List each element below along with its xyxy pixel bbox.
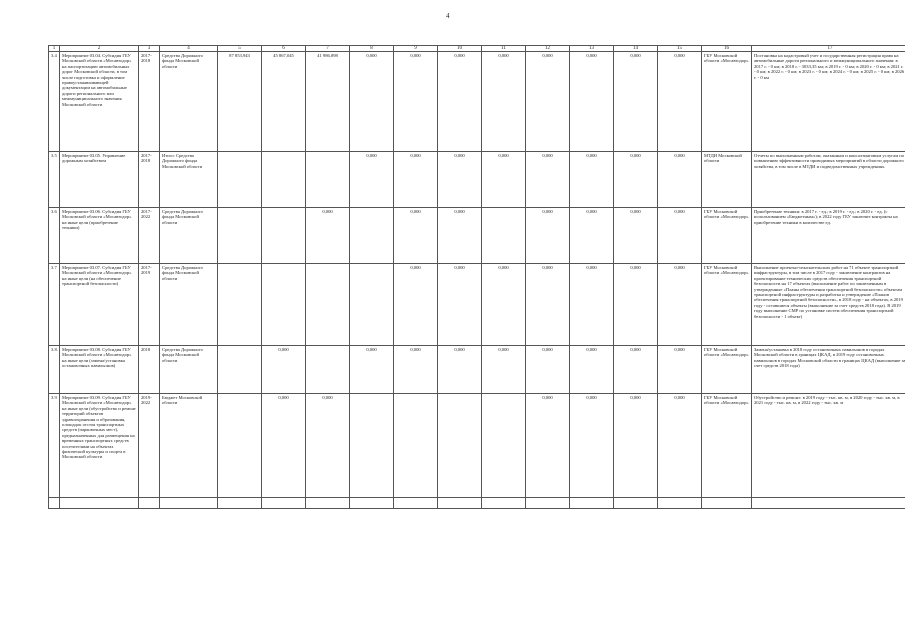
executor: ГБУ Московской области «Мосавтодор» [702, 208, 752, 264]
empty-cell [60, 498, 139, 509]
amount-cell [350, 208, 394, 264]
executor: ГБУ Московской области «Мосавтодор» [702, 264, 752, 346]
result: Отчеты по выполненным работам, оказанным и консалтинговым услугам по повышению эффективности проводимых мероприятий в области дорожного хозяйства, в том числе в МТДИ и подведомственных учреждениях. [752, 152, 905, 208]
amount-cell: 0,000 [394, 346, 438, 394]
amount-cell: 0,000 [614, 394, 658, 498]
result: Обустройство и ремонт: в 2019 году - тыс. кв. м, в 2020 году - тыс. кв. м, в 2021 году - тыс. кв. м, в 2022 году - тыс. кв. м [752, 394, 905, 498]
table-row [49, 52, 905, 152]
table-row [49, 152, 905, 208]
amount-cell: 0,000 [570, 52, 614, 152]
amount-cell: 0,000 [526, 52, 570, 152]
amount-cell [218, 208, 262, 264]
column-number-1: 1 [49, 46, 60, 52]
column-number-10: 10 [438, 46, 482, 52]
empty-cell [614, 498, 658, 509]
amount-cell: 0,000 [570, 152, 614, 208]
column-number-5: 5 [218, 46, 262, 52]
column-number-12: 12 [526, 46, 570, 52]
amount-cell [438, 394, 482, 498]
amount-cell: 0,000 [438, 52, 482, 152]
amount-cell [262, 208, 306, 264]
amount-cell: 0,000 [438, 264, 482, 346]
empty-cell [702, 498, 752, 509]
result: Приобретение техники: в 2017 г. - ед.; в 2019 г. - ед.; в 2020 г. - ед. (с использованием «Бюджетным»); в 2022 году ГБУ заключит контракты на приобретение техники в количестве ед. [752, 208, 905, 264]
executor: МТДИ Московской области [702, 152, 752, 208]
row-number: 3.5 [49, 152, 60, 208]
period: 2017-2022 [139, 208, 160, 264]
amount-cell: 0,000 [614, 264, 658, 346]
executor: ГБУ Московской области «Мосавтодор» [702, 394, 752, 498]
program-measures-table [48, 45, 905, 509]
amount-cell: 0,000 [526, 394, 570, 498]
column-number-17: 17 [752, 46, 905, 52]
amount-cell [306, 152, 350, 208]
amount-cell: 0,000 [526, 152, 570, 208]
amount-cell: 0,000 [658, 208, 702, 264]
result: Замена/установка в 2018 году остановочных павильонов в городах Московской области в границах ЦКАД, в 2019 году остановочных павильонов в городах Московской области в границах ЦКАД (выполнение за счет средств 2018 года) [752, 346, 905, 394]
amount-cell: 0,000 [570, 346, 614, 394]
amount-cell: 0,000 [570, 394, 614, 498]
table-row [49, 394, 905, 498]
amount-cell: 0,000 [438, 208, 482, 264]
amount-cell: 41 986,898 [306, 52, 350, 152]
table-row [49, 346, 905, 394]
funding-source: Средства Дорожного фонда Московской области [160, 208, 218, 264]
empty-cell [526, 498, 570, 509]
column-number-4: 4 [160, 46, 218, 52]
amount-cell [394, 394, 438, 498]
empty-cell [570, 498, 614, 509]
empty-cell [262, 498, 306, 509]
amount-cell: 0,000 [658, 264, 702, 346]
amount-cell: 0,000 [526, 346, 570, 394]
funding-source: Средства Дорожного фонда Московской области [160, 52, 218, 152]
amount-cell: 0,000 [658, 52, 702, 152]
amount-cell: 0,000 [350, 52, 394, 152]
period: 2018 [139, 346, 160, 394]
amount-cell [306, 346, 350, 394]
executor: ГБУ Московской области «Мосавтодор» [702, 52, 752, 152]
amount-cell [350, 394, 394, 498]
amount-cell: 0,000 [614, 208, 658, 264]
page-number: 4 [446, 12, 450, 20]
column-number-8: 8 [350, 46, 394, 52]
period: 2019-2022 [139, 394, 160, 498]
table-row [49, 264, 905, 346]
empty-row [49, 498, 905, 509]
amount-cell [262, 264, 306, 346]
column-number-2: 2 [60, 46, 139, 52]
amount-cell: 0,000 [658, 152, 702, 208]
empty-cell [306, 498, 350, 509]
empty-cell [49, 498, 60, 509]
amount-cell [218, 264, 262, 346]
period: 2017-2019 [139, 264, 160, 346]
amount-cell: 0,000 [394, 152, 438, 208]
amount-cell: 0,000 [438, 152, 482, 208]
funding-source: Бюджет Московской области [160, 394, 218, 498]
amount-cell: 0,000 [570, 264, 614, 346]
funding-source: Итого: Средства Дорожного фонда Московской области [160, 152, 218, 208]
empty-cell [438, 498, 482, 509]
amount-cell [482, 208, 526, 264]
amount-cell: 0,000 [614, 346, 658, 394]
amount-cell: 0,000 [570, 208, 614, 264]
amount-cell: 0,000 [394, 264, 438, 346]
amount-cell [350, 264, 394, 346]
column-number-15: 15 [658, 46, 702, 52]
amount-cell: 0,000 [482, 264, 526, 346]
amount-cell: 0,000 [262, 394, 306, 498]
amount-cell: 0,000 [394, 208, 438, 264]
empty-cell [482, 498, 526, 509]
column-number-3: 3 [139, 46, 160, 52]
period: 2017-2018 [139, 52, 160, 152]
empty-cell [350, 498, 394, 509]
amount-cell: 0,000 [482, 52, 526, 152]
amount-cell [482, 394, 526, 498]
amount-cell: 0,000 [350, 346, 394, 394]
amount-cell: 0,000 [658, 346, 702, 394]
empty-cell [160, 498, 218, 509]
column-number-9: 9 [394, 46, 438, 52]
empty-cell [752, 498, 905, 509]
amount-cell: 0,000 [306, 394, 350, 498]
measure-name: Мероприятие 03.08. Субсидия ГБУ Московской области «Мосавтодор» на иные цели (замена/установка остановочных павильонов) [60, 346, 139, 394]
amount-cell: 0,000 [482, 346, 526, 394]
executor: ГБУ Московской области «Мосавтодор» [702, 346, 752, 394]
amount-cell: 0,000 [526, 208, 570, 264]
measure-name: Мероприятие 03.09. Субсидия ГБУ Московской области «Мосавтодор» на иные цели (обустройство и ремонт территорий объектов здравоохранения и образования, площадок отстоя транспортных средств (парковочных мест), предназначенных для размещения на временных транспортных средств посетителями на объектах физической культуры и спорта в Московской области [60, 394, 139, 498]
amount-cell [306, 264, 350, 346]
empty-cell [658, 498, 702, 509]
empty-cell [218, 498, 262, 509]
funding-source: Средства Дорожного фонда Московской области [160, 264, 218, 346]
measure-name: Мероприятие 03.06. Субсидия ГБУ Московской области «Мосавтодор» на иные цели (приобретение техники) [60, 208, 139, 264]
amount-cell: 0,000 [262, 346, 306, 394]
amount-cell [218, 152, 262, 208]
row-number: 3.6 [49, 208, 60, 264]
amount-cell: 0,000 [394, 52, 438, 152]
amount-cell [218, 394, 262, 498]
table-row [49, 208, 905, 264]
amount-cell [218, 346, 262, 394]
funding-source: Средства Дорожного фонда Московской области [160, 346, 218, 394]
row-number: 3.8. [49, 346, 60, 394]
column-number-7: 7 [306, 46, 350, 52]
empty-cell [139, 498, 160, 509]
amount-cell: 0,000 [614, 152, 658, 208]
measure-name: Мероприятие 03.05. Управление дорожным хозяйством [60, 152, 139, 208]
column-number-14: 14 [614, 46, 658, 52]
empty-cell [394, 498, 438, 509]
amount-cell: 87 853,943 [218, 52, 262, 152]
amount-cell: 0,000 [614, 52, 658, 152]
column-number-16: 16 [702, 46, 752, 52]
result: Выполнение проектно-изыскательских работ на 71 объекте транспортной инфраструктуры, в том числе в 2017 году - заключение контрактов на проектирование технических средств обеспечения транспортной безопасности на 17 объектах (выполнение работ по заключенным в утвержденные «Планы обеспечения транспортной безопасности» объектам транспортной инфраструктуры и разработка и утверждение «Планов обеспечения транспортной безопасности», в 2018 году - на объектах, в 2019 году - оставшиеся объекты (выполнение за счет средств 2018 года). В 2019 году выполнение СМР по установке систем обеспечения транспортной безопасности - 1 объект) [752, 264, 905, 346]
amount-cell: 0,000 [350, 152, 394, 208]
amount-cell: 0,000 [526, 264, 570, 346]
column-number-13: 13 [570, 46, 614, 52]
amount-cell: 0,000 [438, 346, 482, 394]
row-number: 3.4 [49, 52, 60, 152]
amount-cell: 45 867,045 [262, 52, 306, 152]
amount-cell: 0,000 [306, 208, 350, 264]
period: 2017-2018 [139, 152, 160, 208]
amount-cell: 0,000 [482, 152, 526, 208]
column-number-6: 6 [262, 46, 306, 52]
amount-cell: 0,000 [658, 394, 702, 498]
measure-name: Мероприятие 03.07. Субсидия ГБУ Московской области «Мосавтодор» на иные цели (на обеспечение транспортной безопасности) [60, 264, 139, 346]
column-number-11: 11 [482, 46, 526, 52]
row-number: 3.7 [49, 264, 60, 346]
row-number: 3.9 [49, 394, 60, 498]
measure-name: Мероприятие 03.04. Субсидия ГБУ Московской области «Мосавтодор» на паспортизацию автомобильных дорог Московской области, в том числе подготовка и оформление правоустанавливающей документации на автомобильные дороги регионального или межмуниципального значения Московской области [60, 52, 139, 152]
result: Постановка на кадастровый учет и государственная регистрация права на автомобильные дороги регионального и межмуниципального значения: в 2017 г. - 0 км; в 2018 г. - 3033,35 км; в 2019 г. - 0 км; в 2020 г. - 0 км; в 2021 г. - 0 км; в 2022 г. - 0 км; в 2023 г. - 0 км; в 2024 г. - 0 км; в 2025 г. - 0 км; в 2026 г. - 0 км [752, 52, 905, 152]
amount-cell [262, 152, 306, 208]
